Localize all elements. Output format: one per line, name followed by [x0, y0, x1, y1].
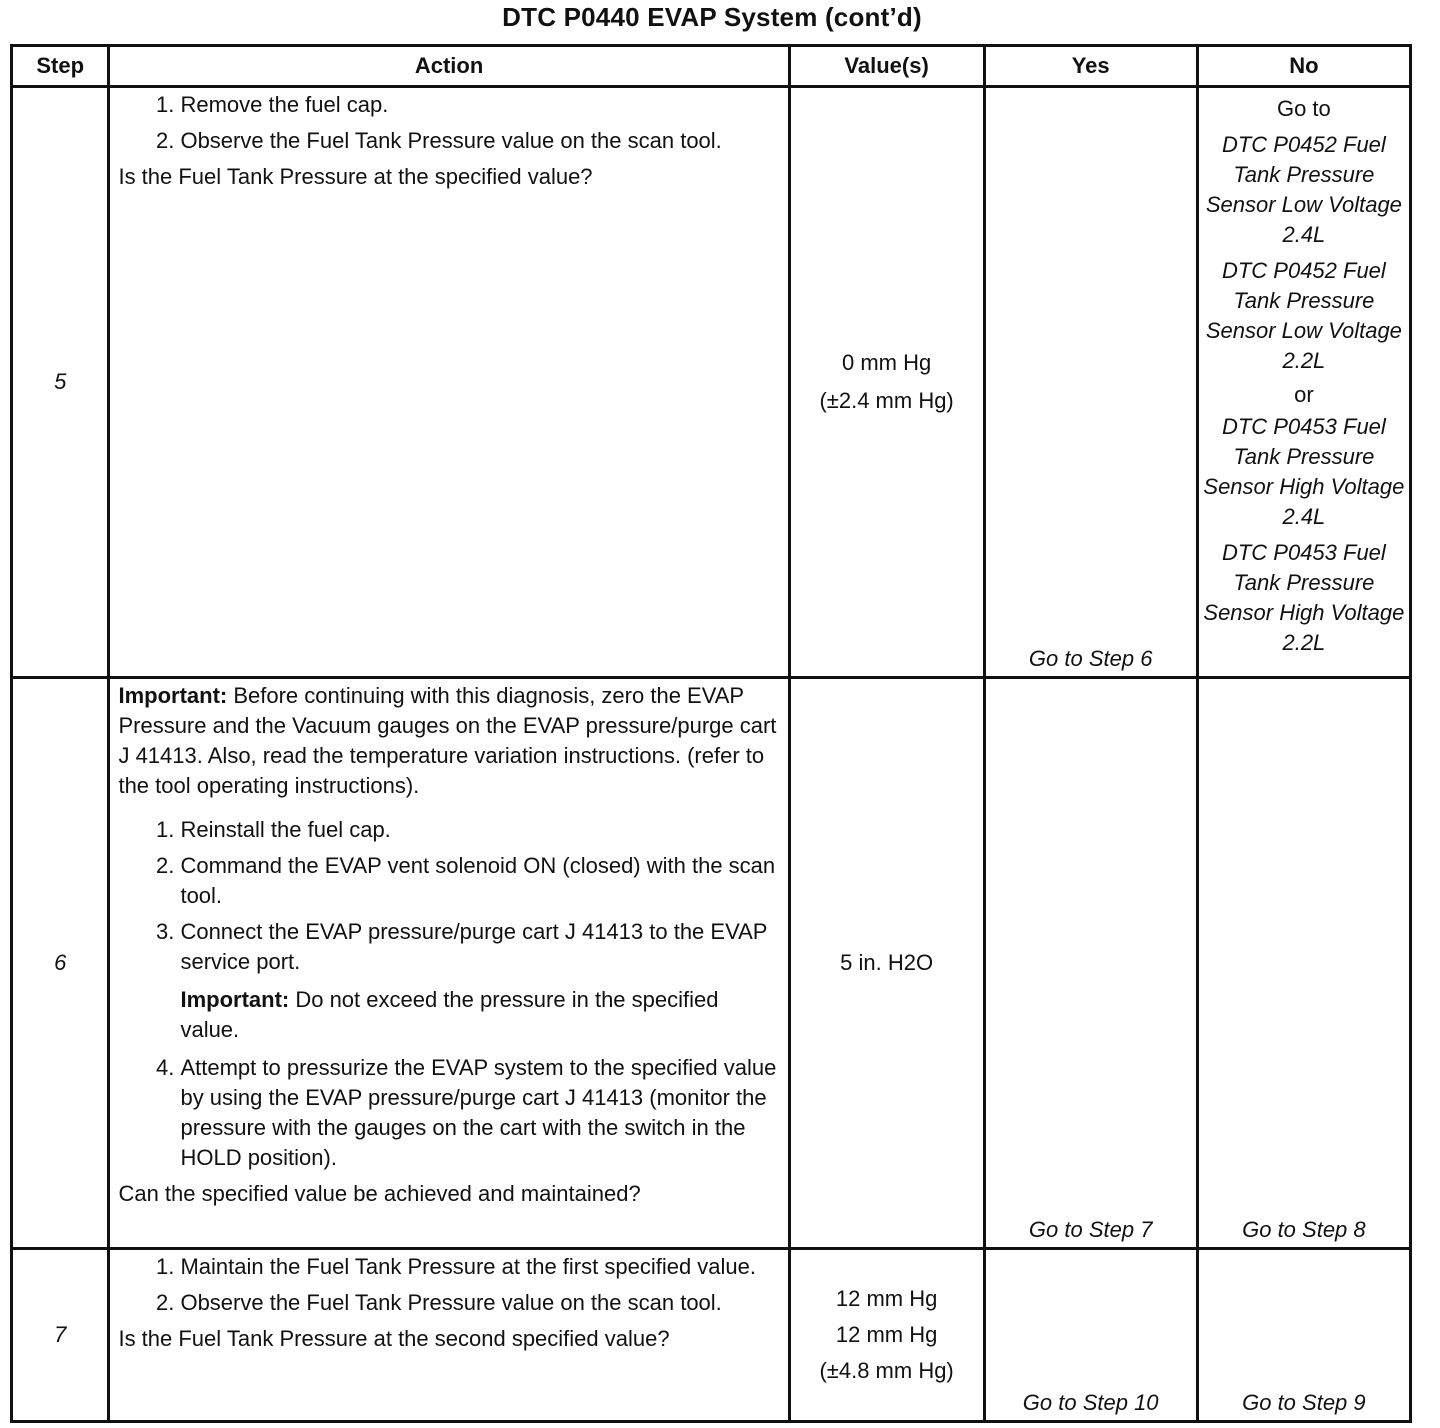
values-cell	[789, 1249, 984, 1422]
no-link[interactable]: Go to Step 9	[1242, 1390, 1366, 1415]
action-item: 2. Command the EVAP vent solenoid ON (closed) with the scan tool.	[180, 851, 779, 911]
no-link[interactable]: DTC P0452 Fuel Tank Pressure Sensor Low Voltage 2.4L	[1205, 132, 1402, 247]
yes-link[interactable]: Go to Step 7	[1028, 1217, 1153, 1242]
question-text: Is the Fuel Tank Pressure at the specified value?	[118, 164, 593, 189]
no-link[interactable]: DTC P0453 Fuel Tank Pressure Sensor High Voltage 2.4L	[1203, 414, 1405, 529]
action-item: 1. Reinstall the fuel cap.	[180, 815, 779, 845]
no-cell	[1197, 87, 1410, 678]
important-note	[180, 985, 779, 1045]
yes-cell	[984, 1249, 1197, 1422]
header-step: Step	[12, 46, 109, 87]
important-text: Before continuing with this diagnosis, zero the EVAP Pressure and the Vacuum gauges on the EVAP pressure/purge cart J 41413. Also, read the temperature variation instructions. (refer to the tool operating instructions).	[118, 683, 777, 798]
action-item: 1. Maintain the Fuel Tank Pressure at the first specified value.	[180, 1252, 779, 1282]
action-item: 1. Remove the fuel cap.	[180, 90, 779, 120]
value-line: 12 mm Hg	[835, 1286, 938, 1311]
action-list	[118, 815, 779, 977]
header-action: Action	[109, 46, 789, 87]
value-line: 12 mm Hg	[835, 1322, 938, 1347]
no-cell	[1197, 678, 1410, 1249]
important-label: Important:	[118, 683, 228, 708]
action-cell	[109, 1249, 789, 1422]
action-cell	[109, 678, 789, 1249]
yes-cell	[984, 678, 1197, 1249]
page-title: DTC P0440 EVAP System (cont’d)	[502, 2, 922, 32]
table-row-step-5	[12, 87, 1411, 678]
action-item: 4. Attempt to pressurize the EVAP system to the specified value by using the EVAP pressure/purge cart J 41413 (monitor the pressure with the gauges on the cart with the switch in the HOLD position).	[180, 1053, 779, 1173]
value-line: 0 mm Hg	[841, 350, 932, 375]
action-item: 2. Observe the Fuel Tank Pressure value on the scan tool.	[180, 126, 779, 156]
value-line: (±4.8 mm Hg)	[819, 1358, 954, 1383]
values-cell	[789, 678, 984, 1249]
action-list-continued	[118, 1053, 779, 1173]
yes-link[interactable]: Go to Step 10	[1022, 1390, 1159, 1415]
important-note	[118, 681, 779, 801]
important-text: Do not exceed the pressure in the specified value.	[180, 987, 719, 1042]
header-yes: Yes	[984, 46, 1197, 87]
no-link[interactable]: DTC P0452 Fuel Tank Pressure Sensor Low Voltage 2.2L	[1205, 258, 1402, 373]
yes-link[interactable]: Go to Step 6	[1028, 646, 1153, 671]
step-number: 7	[12, 1249, 109, 1422]
table-row-step-7	[12, 1249, 1411, 1422]
values-cell	[789, 87, 984, 678]
value-line: 5 in. H2O	[840, 950, 934, 975]
no-or: or	[1294, 382, 1314, 407]
no-link[interactable]: DTC P0453 Fuel Tank Pressure Sensor High Voltage 2.2L	[1203, 540, 1405, 655]
no-go-to: Go to	[1276, 96, 1331, 121]
important-label: Important:	[180, 987, 290, 1012]
header-no: No	[1197, 46, 1410, 87]
action-cell	[109, 87, 789, 678]
action-item: 2. Observe the Fuel Tank Pressure value on the scan tool.	[180, 1288, 779, 1318]
header-values: Value(s)	[789, 46, 984, 87]
value-line: (±2.4 mm Hg)	[819, 388, 954, 413]
header-row	[12, 46, 1411, 87]
step-number: 6	[12, 678, 109, 1249]
action-list	[118, 90, 779, 156]
diagnostic-table	[10, 44, 1412, 1423]
action-item: 3. Connect the EVAP pressure/purge cart J 41413 to the EVAP service port.	[180, 917, 779, 977]
question-text: Is the Fuel Tank Pressure at the second specified value?	[118, 1326, 670, 1351]
no-link[interactable]: Go to Step 8	[1242, 1217, 1366, 1242]
action-list	[118, 1252, 779, 1318]
question-text: Can the specified value be achieved and maintained?	[118, 1181, 641, 1206]
table-row-step-6	[12, 678, 1411, 1249]
no-cell	[1197, 1249, 1410, 1422]
step-number: 5	[12, 87, 109, 678]
yes-cell	[984, 87, 1197, 678]
